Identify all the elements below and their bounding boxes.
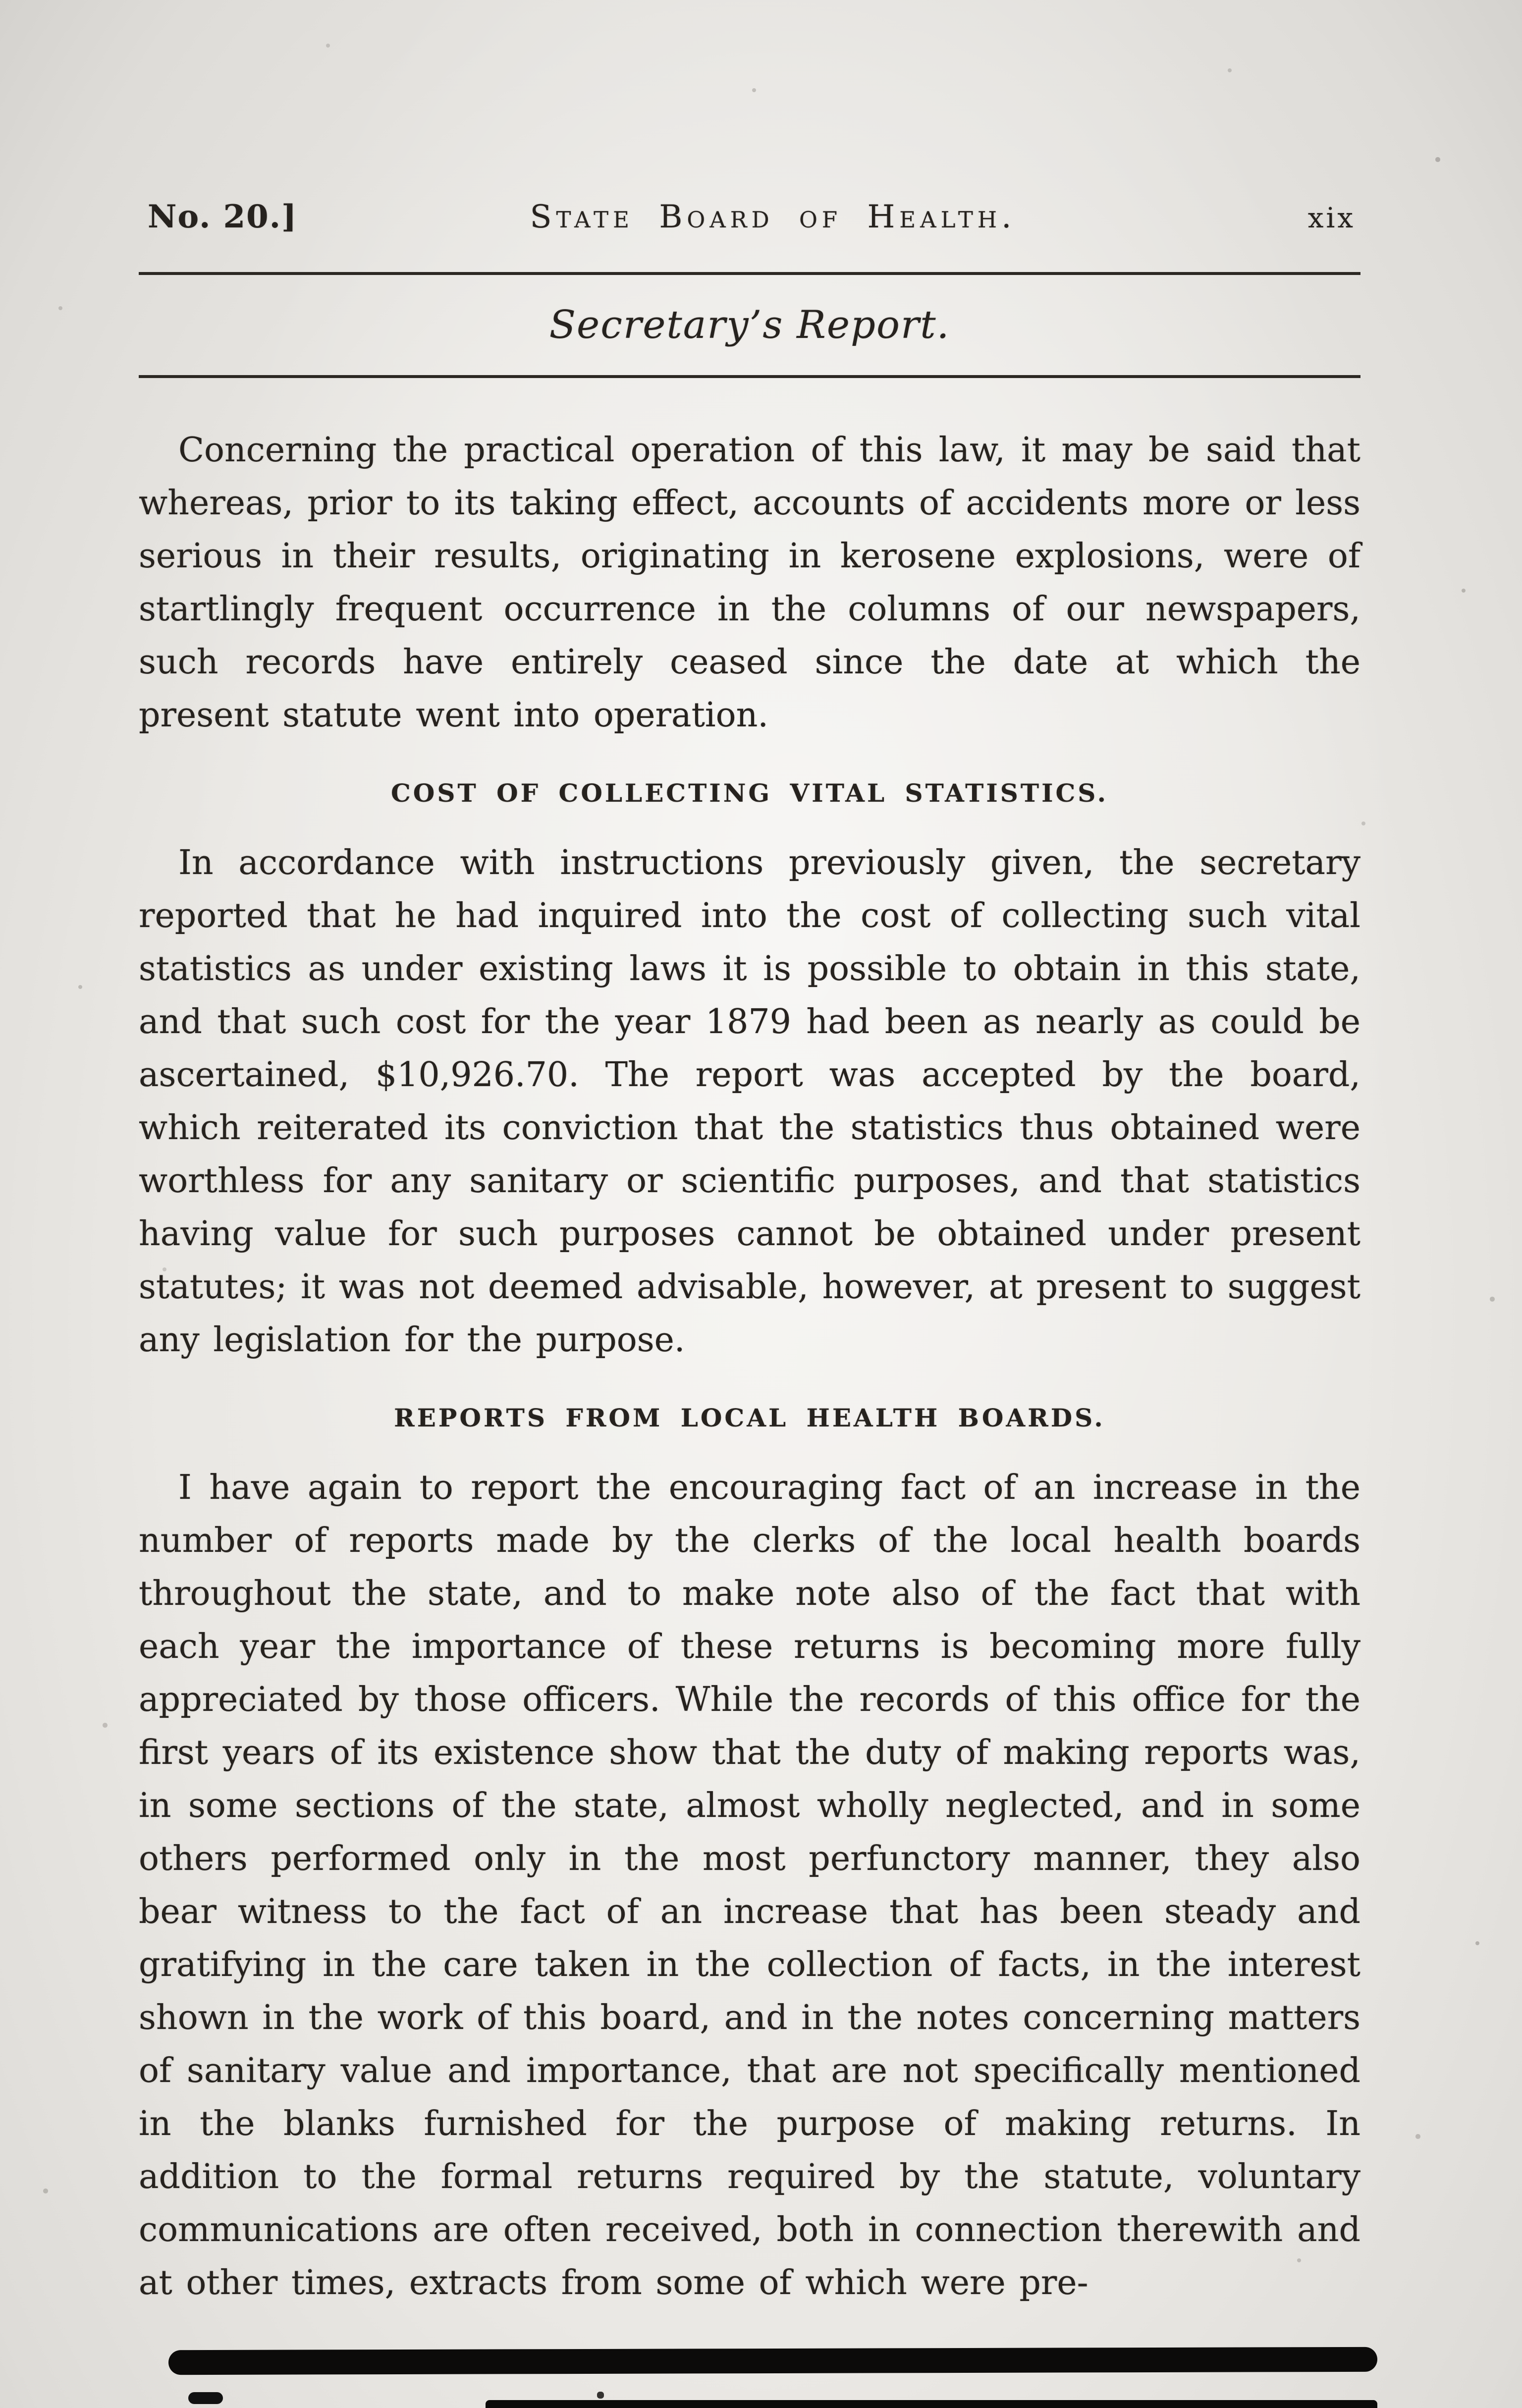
section-heading-vital-statistics: COST OF COLLECTING VITAL STATISTICS. [391,778,1108,808]
paragraph-local-reports: I have again to report the encouraging fact of an increase in the number of reports made by the clerks of the local health boards throughout the state, and to make note also of the fact that with each year the importance of these returns is becoming more fully appreciated by those officers. While the records of this office for the first years of its existence show that the duty of making reports was, in some sections of the state, almost wholly neglected, and in some others performed only in the most perfunctory manner, they also bear witness to the fact of an increase that has been steady and gratifying in the care taken in the collection of facts, in the interest shown in the work of this board, and in the notes concerning matters of sanitary value and importance, that are not specifically mentioned in the blanks furnished for the purpose of making returns. In addition to the formal returns required by the statute, voluntary communications are often received, both in connection therewith and at other times, extracts from some of which were pre- [139,1468,1360,2302]
scan-artifact-bottom-edge [486,2400,1377,2408]
scan-noise-speckles [0,0,2,2]
divider-header [139,272,1360,275]
scan-artifact-blob [188,2392,223,2404]
divider-title [139,375,1360,378]
page-header [139,198,1360,235]
scan-artifact-bar [168,2347,1377,2375]
report-title: Secretary’s Report. [549,303,950,347]
page-content [139,198,1360,2309]
running-head: State Board of Health. [530,199,1016,235]
paragraph-cost-statistics: In accordance with instructions previously given, the secretary reported that he had inquired into the cost of collecting such vital statistics as under existing laws it is possible to obtain in this state, and that such cost for the year 1879 had been as nearly as could be ascertained, $10,926.70. The report was accepted by the board, which reiterated its conviction that the statistics thus obtained were worthless for any sanitary or scientific purposes, and that statistics having value for such purposes cannot be obtained under present statutes; it was not deemed advisable, however, at present to suggest any legislation for the purpose. [139,843,1360,1360]
volume-number: No. 20.] [148,198,298,235]
paragraph-law-operation: Concerning the practical operation of this law, it may be said that whereas, prior to its taking effect, accounts of accidents more or less serious in their results, originating in kerosene explosions, were of startlingly frequent occurrence in the columns of our newspapers, such records have entirely ceased since the date at which the present statute went into operation. [139,431,1360,735]
page-number: xix [1307,202,1356,234]
section-heading-local-boards: REPORTS FROM LOCAL HEALTH BOARDS. [394,1403,1105,1432]
